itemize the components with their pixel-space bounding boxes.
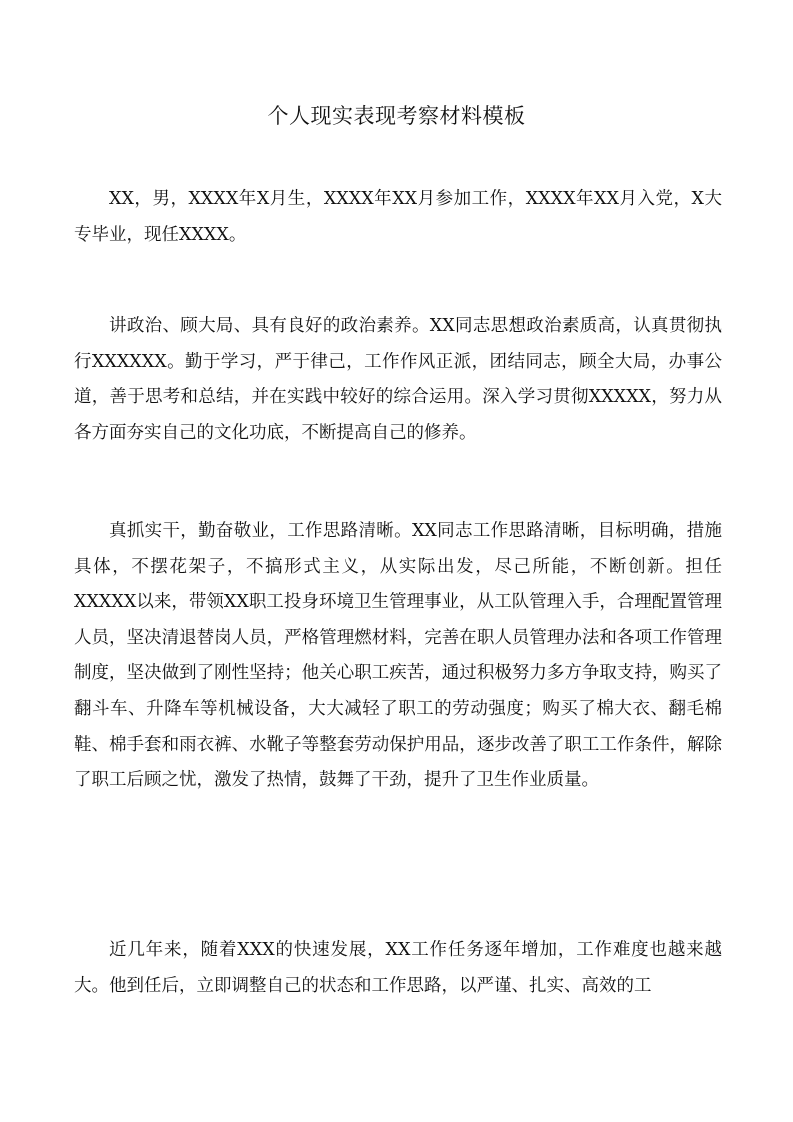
paragraph-work-performance: 真抓实干，勤奋敬业，工作思路清晰。XX同志工作思路清晰，目标明确，措施具体，不摆花架子，不搞形式主义，从实际出发，尽己所能，不断创新。担任XXXXX以来，带领XX职工投身环境卫生管理事业，从工队管理入手，合理配置管理人员，坚决清退替岗人员，严格管理燃材料，完善在职人员管理办法和各项工作管理制度，坚决做到了刚性坚持；他关心职工疾苦，通过积极努力多方争取支持，购买了翻斗车、升降车等机械设备，大大减轻了职工的劳动强度；购买了棉大衣、翻毛棉鞋、棉手套和雨衣裤、水靴子等整套劳动保护用品，逐步改善了职工工作条件，解除了职工后顾之忧，激发了热情，鼓舞了干劲，提升了卫生作业质量。 [74,521,722,791]
document-title: 个人现实表现考察材料模板 [267,104,526,128]
paragraph-political-quality: 讲政治、顾大局、具有良好的政治素养。XX同志思想政治素质高，认真贯彻执行XXXXXX。勤于学习，严于律己，工作作风正派，团结同志，顾全大局，办事公道，善于思考和总结，并在实践中较好的综合运用。深入学习贯彻XXXXX，努力从各方面夯实自己的文化功底，不断提高自己的修养。 [74,316,722,443]
paragraph-recent-years: 近几年来，随着XXX的快速发展，XX工作任务逐年增加，工作难度也越来越大。他到任后，立即调整自己的状态和工作思路，以严谨、扎实、高效的工 [74,940,722,996]
paragraph-personal-info: XX，男，XXXX年X月生，XXXX年XX月参加工作，XXXX年XX月入党，X大专毕业，现任XXXX。 [74,189,722,245]
